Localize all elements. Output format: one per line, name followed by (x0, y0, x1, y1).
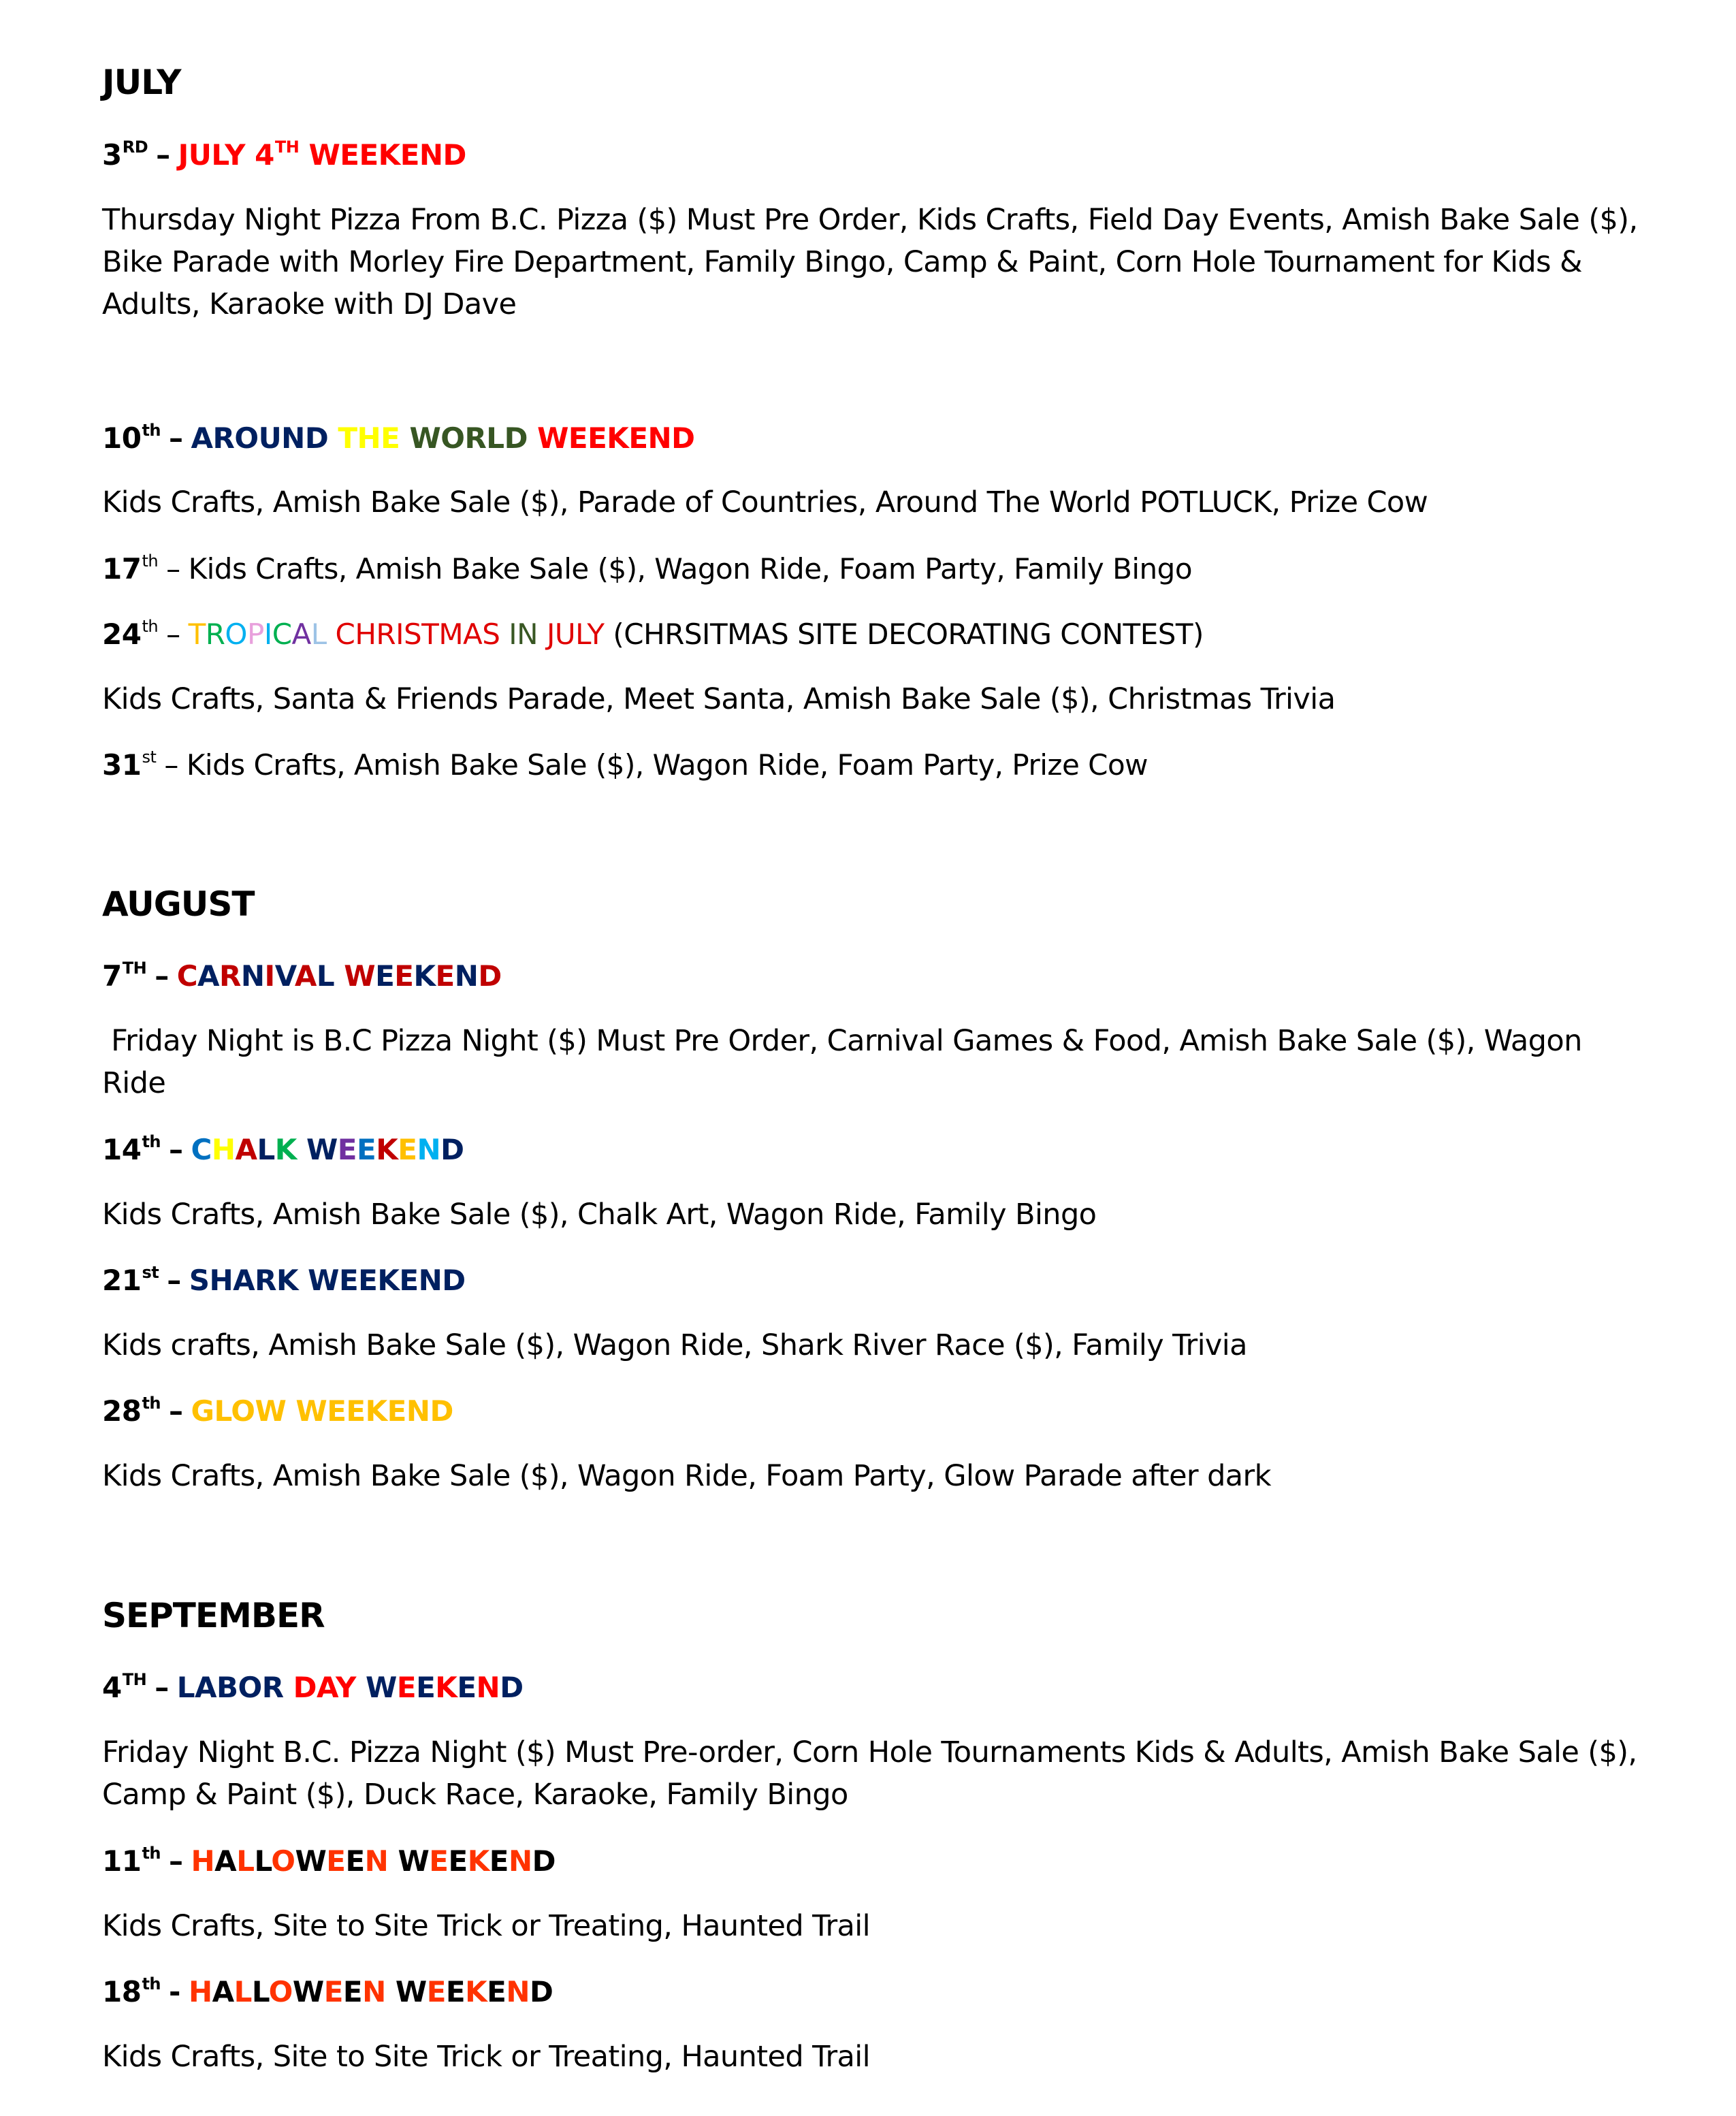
title-letter: E (416, 1671, 436, 1704)
title-segment: WORLD (409, 421, 538, 455)
title-letter: L (316, 959, 335, 993)
title-segment: JULY 4 (178, 138, 274, 172)
dash: – (156, 138, 170, 172)
event-heading-september-4 (102, 1671, 524, 1702)
event-day: 31 (102, 748, 142, 782)
event-title (191, 1133, 464, 1166)
event-day: 28 (102, 1394, 142, 1428)
day-suffix: TH (122, 959, 147, 978)
event-heading-august-7 (102, 960, 502, 991)
event-title (178, 138, 466, 172)
event-day: 7 (102, 959, 122, 993)
title-letter: D (530, 1975, 553, 2008)
title-letter: W (292, 1975, 324, 2008)
event-description-september-11: Kids Crafts, Site to Site Trick or Treating, Haunted Trail (102, 1909, 870, 1943)
title-letter: A (235, 1133, 257, 1166)
event-title (177, 1671, 524, 1704)
event-heading-september-11 (102, 1845, 556, 1876)
title-letter: C (191, 1133, 212, 1166)
title-letter (388, 1844, 398, 1878)
title-letter (334, 959, 344, 993)
dash: – (166, 552, 180, 586)
title-letter: E (398, 1133, 417, 1166)
event-day: 24 (102, 618, 142, 651)
event-day: 21 (102, 1264, 142, 1297)
title-letter: C (176, 959, 198, 993)
day-suffix: th (142, 1974, 161, 1993)
title-letter: N (454, 959, 479, 993)
title-letter: E (394, 959, 414, 993)
event-heading-july-17 (102, 551, 1193, 586)
event-day: 11 (102, 1844, 142, 1878)
title-segment: GLOW WEEKEND (191, 1394, 453, 1428)
event-heading-july-10 (102, 422, 695, 453)
title-letter: A (212, 1975, 234, 2008)
dash: – (169, 421, 183, 455)
title-segment: IN (509, 618, 547, 651)
title-segment: THE (338, 421, 410, 455)
title-letter: E (323, 1975, 343, 2008)
event-day: 18 (102, 1975, 142, 2008)
event-title (191, 1394, 453, 1428)
title-letter: W (398, 1844, 430, 1878)
event-day: 17 (102, 552, 142, 586)
title-letter: E (489, 1844, 509, 1878)
title-segment: WEEKEND (299, 138, 466, 172)
event-description-july-3: Thursday Night Pizza From B.C. Pizza ($) Must Pre Order, Kids Crafts, Field Day Events, Amish Bake Sale ($), Bike Parade with Morley Fire Department, Family Bingo, Camp & Paint, Corn Hole Tournament for Kids & Adults, Karaoke with DJ Dave (102, 203, 1638, 321)
day-suffix: th (142, 617, 159, 636)
event-description-august-7: Friday Night is B.C Pizza Night ($) Must Pre Order, Carnival Games & Food, Amish Bake Sale ($), Wagon Ride (102, 1024, 1591, 1100)
title-letter: E (445, 1975, 466, 2008)
title-letter: H (211, 1133, 236, 1166)
title-letter: P (246, 618, 264, 651)
title-letter: N (508, 1844, 532, 1878)
event-heading-july-31 (102, 749, 1148, 780)
event-day: 14 (102, 1133, 142, 1166)
title-letter: O (225, 618, 247, 651)
title-letter: E (356, 1133, 376, 1166)
title-letter: E (342, 1975, 363, 2008)
day-suffix: th (142, 1394, 161, 1413)
title-letter: N (476, 1671, 500, 1704)
title-letter: L (254, 1844, 272, 1878)
title-letter (297, 1133, 306, 1166)
title-segment: AROUND (191, 421, 338, 455)
title-letter: E (326, 1844, 346, 1878)
title-letter: O (271, 1844, 295, 1878)
title-letter: E (429, 1844, 449, 1878)
event-description-july-24: Kids Crafts, Santa & Friends Parade, Meet Santa, Amish Bake Sale ($), Christmas Trivia (102, 682, 1336, 716)
title-letter: E (435, 959, 455, 993)
title-letter: K (376, 1133, 398, 1166)
title-letter: W (395, 1975, 427, 2008)
event-title (177, 959, 502, 993)
event-day: 4 (102, 1671, 122, 1704)
event-title-christmas-in-july (327, 618, 1204, 651)
dash: – (166, 618, 180, 651)
title-letter: L (251, 1975, 269, 2008)
title-letter: E (487, 1975, 507, 2008)
title-letter: D (478, 959, 502, 993)
title-letter: D (440, 1133, 464, 1166)
title-letter: R (219, 959, 241, 993)
day-suffix: st (142, 748, 157, 767)
event-description-august-21: Kids crafts, Amish Bake Sale ($), Wagon Ride, Shark River Race ($), Family Trivia (102, 1328, 1247, 1362)
title-letter: E (426, 1975, 446, 2008)
event-title-tropical (189, 618, 327, 651)
day-suffix: TH (122, 1670, 147, 1689)
dash: – (164, 748, 178, 782)
title-letter: A (294, 959, 317, 993)
event-title (191, 1844, 556, 1878)
title-segment: JULY (546, 618, 613, 651)
title-letter: L (257, 1133, 275, 1166)
event-heading-august-21 (102, 1264, 466, 1295)
title-letter: N (506, 1975, 530, 2008)
event-heading-august-14 (102, 1134, 464, 1164)
title-letter: K (413, 959, 436, 993)
title-letter: DAY (293, 1671, 366, 1704)
event-description-july-17: Kids Crafts, Amish Bake Sale ($), Wagon Ride, Foam Party, Family Bingo (188, 552, 1193, 586)
title-letter: R (205, 618, 225, 651)
title-letter: LABOR (176, 1671, 293, 1704)
title-letter: K (274, 1133, 297, 1166)
dash: – (167, 1264, 181, 1297)
event-description-september-18: Kids Crafts, Site to Site Trick or Treating, Haunted Trail (102, 2040, 870, 2074)
month-heading-september: SEPTEMBER (102, 1596, 325, 1635)
event-title (189, 1975, 553, 2008)
title-segment: WEEKEND (537, 421, 695, 455)
dash: – (169, 1394, 183, 1428)
day-suffix: RD (122, 138, 148, 157)
title-letter: H (188, 1975, 212, 2008)
title-letter (386, 1975, 396, 2008)
month-heading-july: JULY (102, 63, 181, 102)
title-letter: T (188, 618, 206, 651)
event-description-august-14: Kids Crafts, Amish Bake Sale ($), Chalk Art, Wagon Ride, Family Bingo (102, 1198, 1097, 1232)
title-letter: E (457, 1671, 477, 1704)
day-suffix: th (142, 1844, 161, 1863)
title-letter: D (500, 1671, 524, 1704)
title-letter: I (264, 959, 275, 993)
title-segment: (CHRSITMAS SITE DECORATING CONTEST) (613, 618, 1204, 651)
title-letter: E (448, 1844, 468, 1878)
title-letter: W (366, 1671, 397, 1704)
day-suffix: th (142, 551, 159, 571)
title-letter: E (375, 959, 395, 993)
day-suffix: st (142, 1263, 159, 1282)
title-letter: E (396, 1671, 417, 1704)
title-letter: L (236, 1844, 255, 1878)
title-letter: K (465, 1975, 487, 2008)
title-letter: N (362, 1975, 386, 2008)
title-letter: N (417, 1133, 441, 1166)
day-suffix: th (142, 1132, 161, 1151)
dash: - (169, 1975, 180, 2008)
month-heading-august: AUGUST (102, 884, 255, 924)
event-heading-july-3 (102, 139, 466, 170)
title-letter: D (532, 1844, 556, 1878)
title-segment: SHARK WEEKEND (189, 1264, 466, 1297)
title-segment: TH (274, 138, 300, 157)
event-heading-august-28 (102, 1395, 453, 1426)
title-letter: E (345, 1844, 365, 1878)
event-heading-july-24 (102, 618, 1204, 649)
title-letter: K (435, 1671, 457, 1704)
event-day: 10 (102, 421, 142, 455)
title-letter: L (234, 1975, 252, 2008)
dash: – (169, 1133, 183, 1166)
title-letter: W (344, 959, 376, 993)
event-heading-september-18 (102, 1976, 553, 2006)
title-segment: CHRISTMAS (326, 618, 509, 651)
title-letter: A (291, 618, 311, 651)
event-description-august-28: Kids Crafts, Amish Bake Sale ($), Wagon Ride, Foam Party, Glow Parade after dark (102, 1459, 1271, 1493)
dash: – (169, 1844, 183, 1878)
title-letter: A (197, 959, 220, 993)
event-day: 3 (102, 138, 122, 172)
title-letter: V (274, 959, 295, 993)
event-description-july-31: Kids Crafts, Amish Bake Sale ($), Wagon Ride, Foam Party, Prize Cow (186, 748, 1148, 782)
dash: – (155, 1671, 169, 1704)
event-description-september-4: Friday Night B.C. Pizza Night ($) Must Pre-order, Corn Hole Tournaments Kids & Adults, Amish Bake Sale ($), Camp & Paint ($), Duck Race, Karaoke, Family Bingo (102, 1735, 1637, 1812)
title-letter: A (214, 1844, 237, 1878)
title-letter: N (364, 1844, 389, 1878)
title-letter: I (263, 618, 272, 651)
event-title (191, 421, 695, 455)
title-letter: K (467, 1844, 489, 1878)
title-letter: C (272, 618, 292, 651)
title-letter: W (306, 1133, 338, 1166)
event-title (189, 1264, 466, 1297)
title-letter: N (240, 959, 265, 993)
title-letter: W (295, 1844, 327, 1878)
title-letter: E (337, 1133, 357, 1166)
title-letter: L (310, 618, 327, 651)
title-letter: O (268, 1975, 293, 2008)
title-letter: H (191, 1844, 215, 1878)
dash: – (155, 959, 169, 993)
event-description-july-10: Kids Crafts, Amish Bake Sale ($), Parade of Countries, Around The World POTLUCK, Prize Cow (102, 485, 1428, 519)
day-suffix: th (142, 421, 161, 440)
